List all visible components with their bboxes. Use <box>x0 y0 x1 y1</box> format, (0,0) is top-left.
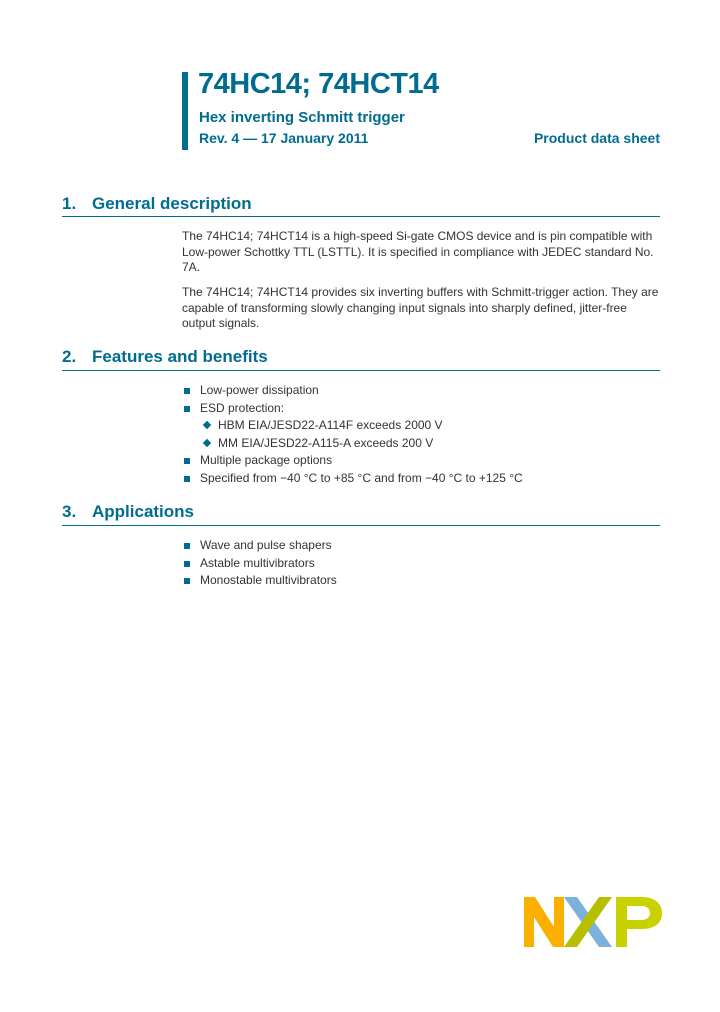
list-item-text: Astable multivibrators <box>200 555 315 570</box>
diamond-bullet-icon <box>203 438 211 446</box>
list-item-text: Monostable multivibrators <box>200 573 337 587</box>
features-list <box>182 382 523 487</box>
list-item <box>182 400 523 418</box>
logo-letter-p <box>616 897 662 947</box>
list-item-text: Specified from −40 °C to +85 °C and from −40 °C to +125 °C <box>200 470 523 485</box>
square-bullet-icon <box>184 561 190 567</box>
section-rule <box>62 216 660 217</box>
section-title: Features and benefits <box>92 347 268 366</box>
section-heading-applications <box>62 502 194 522</box>
list-item-text: ESD protection: <box>200 400 285 415</box>
list-item <box>182 470 523 488</box>
nxp-logo <box>524 897 662 947</box>
section-title: Applications <box>92 502 195 521</box>
list-item-text: MM EIA/JESD22-A115-A exceeds 200 V <box>218 435 434 450</box>
header-accent-bar <box>182 72 188 150</box>
list-item <box>182 382 523 400</box>
square-bullet-icon <box>184 388 190 394</box>
document-type: Product data sheet <box>533 130 660 146</box>
paragraph: The 74HC14; 74HCT14 is a high-speed Si-gate CMOS device and is pin compatible with Low-power Schottky TTL (LSTTL). It is specified in compliance with JEDEC standard No. 7A. <box>182 229 654 274</box>
logo-letter-n <box>524 897 564 947</box>
section-number: 1. <box>62 194 77 213</box>
section-number: 3. <box>62 502 77 521</box>
paragraph: The 74HC14; 74HCT14 provides six inverting buffers with Schmitt-trigger action. They are capable of transforming slowly changing input signals into sharply defined, jitter-free output signals. <box>182 285 659 330</box>
section-rule <box>62 370 660 371</box>
list-item <box>182 572 337 590</box>
document-subtitle: Hex inverting Schmitt trigger <box>199 109 405 126</box>
diamond-bullet-icon <box>203 421 211 429</box>
section-heading-features <box>62 347 268 367</box>
square-bullet-icon <box>184 543 190 549</box>
document-title: 74HC14; 74HCT14 <box>198 68 439 100</box>
square-bullet-icon <box>184 578 190 584</box>
list-item-text: Wave and pulse shapers <box>200 538 332 552</box>
section-rule <box>62 525 660 526</box>
list-item-text: Multiple package options <box>200 453 333 467</box>
list-item <box>182 555 337 573</box>
list-item-text: Low-power dissipation <box>200 383 319 397</box>
list-item <box>182 537 337 555</box>
square-bullet-icon <box>184 458 190 464</box>
section-title: General description <box>92 194 252 213</box>
list-item <box>182 452 523 470</box>
applications-list <box>182 537 337 590</box>
section-number: 2. <box>62 347 77 366</box>
document-revision: Rev. 4 — 17 January 2011 <box>199 130 369 146</box>
sub-list-item <box>182 435 523 453</box>
sub-list-item <box>182 417 523 435</box>
square-bullet-icon <box>184 476 190 482</box>
section-heading-general-description <box>62 194 252 214</box>
square-bullet-icon <box>184 406 190 412</box>
list-item-text: HBM EIA/JESD22-A114F exceeds 2000 V <box>218 418 443 432</box>
